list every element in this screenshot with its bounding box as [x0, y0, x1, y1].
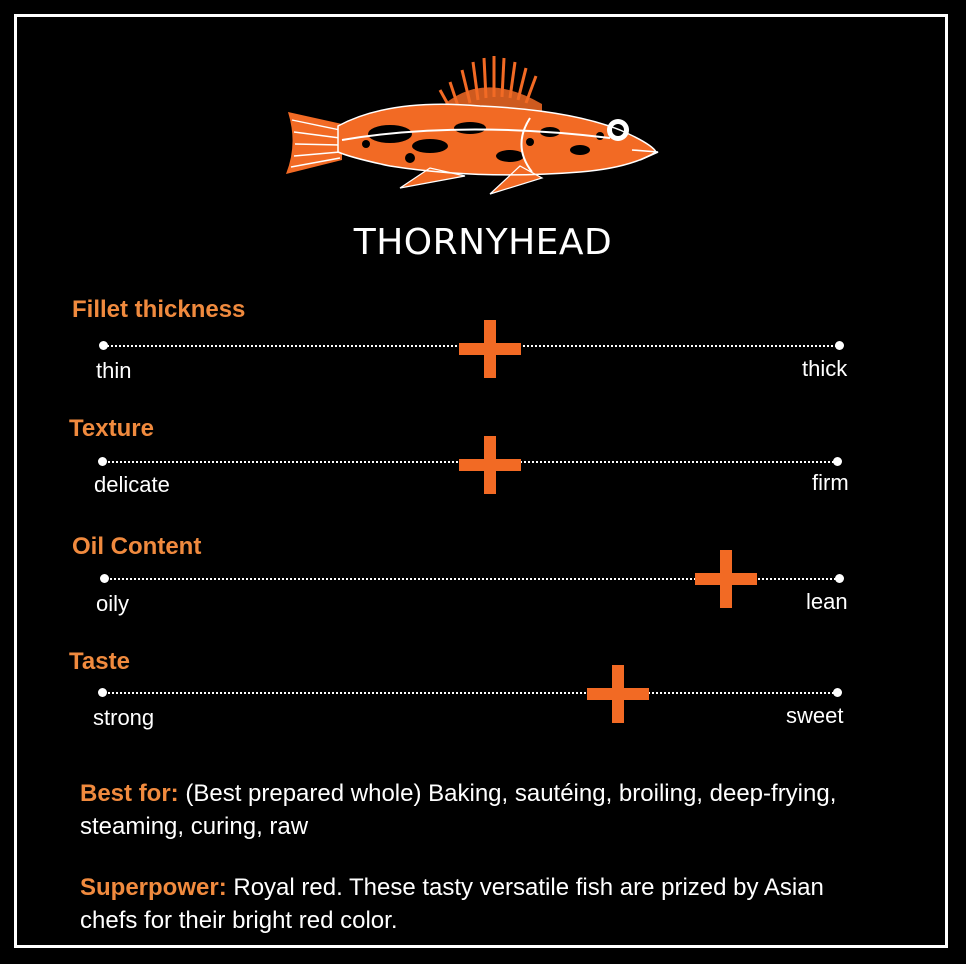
scale-label: Fillet thickness [72, 296, 246, 323]
best-for-label: Best for: [80, 780, 179, 807]
superpower-label: Superpower: [80, 874, 227, 901]
scale-start-dot [99, 341, 108, 350]
best-for-text: (Best prepared whole) Baking, sautéing, broiling, deep-frying, steaming, curing, raw [80, 780, 837, 840]
scale-left-label: oily [96, 591, 130, 616]
plus-marker-icon [587, 665, 649, 723]
scale-start-dot [100, 574, 109, 583]
scale-start-dot [98, 688, 107, 697]
plus-marker-icon [459, 320, 521, 378]
fish-illustration-icon [280, 48, 664, 198]
scale-left-label: strong [93, 705, 155, 730]
scale-label: Texture [69, 415, 154, 442]
scale-track [103, 692, 838, 694]
scale-left-label: delicate [94, 472, 170, 497]
best-for-paragraph [80, 777, 880, 843]
plus-marker-icon [459, 436, 521, 494]
fish-title: THORNYHEAD [353, 222, 613, 263]
scale-right-label: firm [812, 470, 849, 495]
superpower-text: Royal red. These tasty versatile fish are prized by Asian chefs for their bright red color. [80, 874, 824, 934]
scale-label: Taste [69, 648, 130, 675]
scale-right-label: sweet [786, 703, 844, 728]
scale-right-label: thick [802, 356, 848, 381]
scale-end-dot [835, 341, 844, 350]
plus-marker-icon [695, 550, 757, 608]
scale-end-dot [835, 574, 844, 583]
superpower-paragraph [80, 871, 880, 937]
scale-end-dot [833, 457, 842, 466]
scale-label: Oil Content [72, 533, 202, 560]
scale-right-label: lean [806, 589, 848, 614]
scale-end-dot [833, 688, 842, 697]
scale-start-dot [98, 457, 107, 466]
scale-left-label: thin [96, 358, 132, 383]
